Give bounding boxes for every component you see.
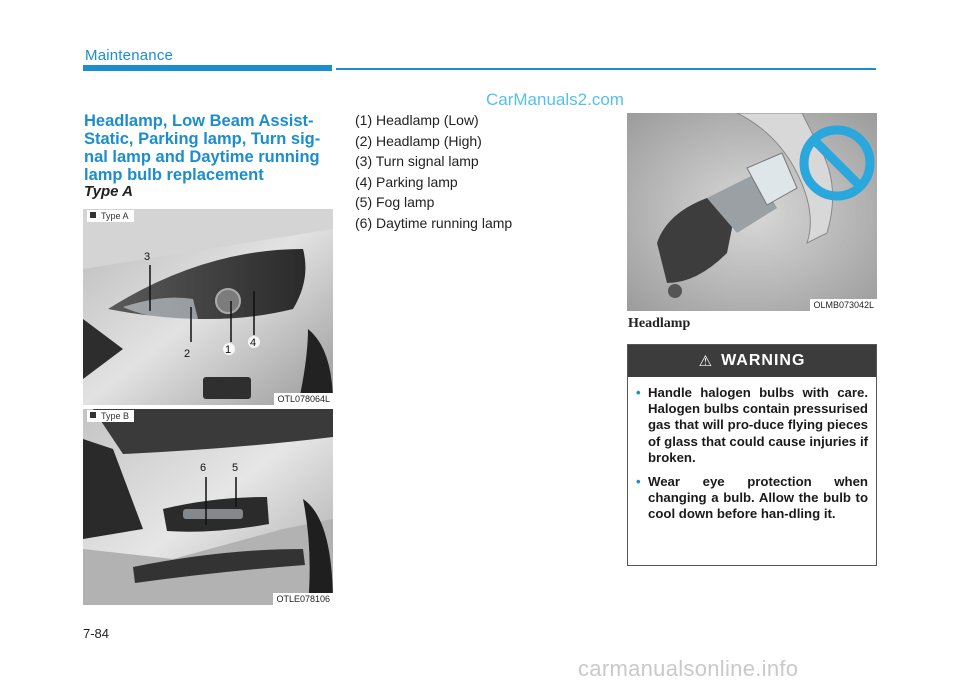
foglamp-type-b-illustration [83,409,333,605]
warning-item-text: Wear eye protection when changing a bulb. Allow the bulb to cool down before han-dling it. [648,474,868,522]
section-title: Maintenance [85,47,174,64]
callout-1: 1 [225,344,232,356]
header-rule-thin [336,68,876,70]
warning-item [636,474,868,523]
type-b-tag-label: Type B [101,411,130,421]
header-rule-thick [83,65,332,71]
square-bullet-icon [90,412,96,418]
legend-item: (5) Fog lamp [355,194,435,211]
watermark-bottom: carmanualsonline.info [578,656,799,681]
headlamp-type-a-illustration [83,209,333,405]
legend-item: (4) Parking lamp [355,173,458,190]
legend-item: (3) Turn signal lamp [355,153,479,170]
type-a-subheading: Type A [84,183,133,200]
watermark-top: CarManuals2.com [486,90,624,109]
type-b-tag [87,410,134,422]
figure-b-code: OTLE078106 [273,593,333,605]
warning-list [628,377,876,523]
warning-item [636,385,868,466]
callout-4: 4 [250,337,257,349]
type-a-tag-label: Type A [101,211,129,221]
warning-header [628,345,876,377]
warning-triangle-icon: ⚠ [698,353,714,370]
callout-6: 6 [200,462,207,474]
type-a-tag [87,210,134,222]
foglamp-type-b-photo [83,409,333,605]
callout-2: 2 [184,348,191,360]
section-heading: Headlamp, Low Beam Assist-Static, Parking lamp, Turn sig-nal lamp and Daytime running lamp bulb replacement [84,112,321,184]
warning-title: WARNING [721,352,806,369]
bulb-caption: Headlamp [628,316,691,331]
bulb-legend-list [355,110,512,234]
warning-box [627,344,877,566]
legend-item: (6) Daytime running lamp [355,214,513,231]
halogen-bulb-photo [627,113,877,311]
legend-item: (1) Headlamp (Low) [355,112,479,128]
bullet-dot-icon: • [636,474,641,490]
callout-5: 5 [232,462,239,474]
warning-item-text: Handle halogen bulbs with care. Halogen bulbs contain pressurised gas that will pro-duce flying pieces of glass that could cause injuries if broken. [648,385,868,465]
bullet-dot-icon: • [636,385,641,400]
legend-item: (2) Headlamp (High) [355,132,482,149]
bulb-photo-code: OLMB073042L [810,299,877,311]
callout-3: 3 [144,251,151,263]
square-bullet-icon [90,212,96,218]
halogen-bulb-illustration [627,113,877,311]
figure-a-code: OTL078064L [274,393,333,405]
page-number: 7-84 [83,626,110,641]
headlamp-type-a-photo [83,209,333,405]
